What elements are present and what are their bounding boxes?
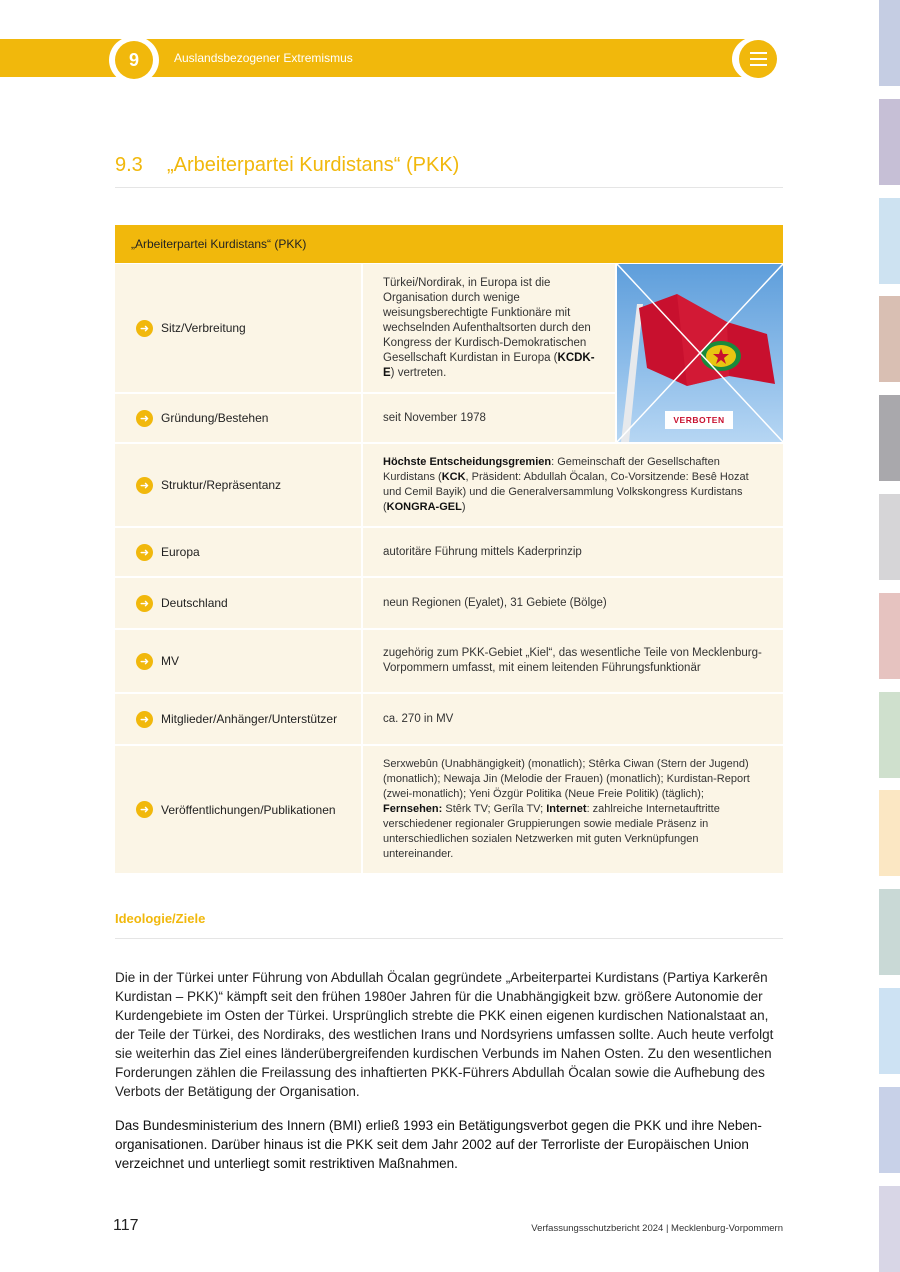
row-label: ➜ Europa — [115, 528, 361, 576]
row-value: Höchste Entscheidungsgremien: Gemeinschaft der Gesellschaften Kurdistans (KCK, Präsident: Abdullah Öcalan, Co-Vorsitzende: Besê Hozat und Cemil Bayik) und die Generalversammlung Volkskongress Kurdistans (KONGRA-GEL) — [363, 444, 783, 526]
pkk-flag-image — [617, 264, 783, 442]
body-paragraph-emphasis: Das Bundesministerium des Innern (BMI) erließ 1993 ein Betätigungsverbot gegen die PKK und ihre Neben-organisationen. Darüber hinaus ist die PKK seit dem Jahr 2002 auf der Terrorliste der Europäischen Union verzeichnet und unterliegt somit restriktiven Maßnahmen. — [115, 1118, 762, 1171]
side-tab-8[interactable] — [879, 692, 900, 778]
arrow-right-icon: ➜ — [136, 711, 153, 728]
arrow-right-icon: ➜ — [136, 653, 153, 670]
side-tab-4[interactable] — [879, 296, 900, 382]
side-tab-3[interactable] — [879, 198, 900, 284]
fact-table — [115, 225, 783, 860]
divider — [115, 938, 783, 939]
page-number: 117 — [113, 1217, 139, 1234]
section-title: „Arbeiterpartei Kurdistans“ (PKK) — [167, 154, 460, 176]
row-label: ➜ Mitglieder/Anhänger/Unterstützer — [115, 694, 361, 744]
arrow-right-icon: ➜ — [136, 410, 153, 427]
body-paragraph: Die in der Türkei unter Führung von Abdullah Öcalan gegründete „Arbeiterpartei Kurdistans (Partiya Karkerên Kurdistan – PKK)“ kämpft seit den frühen 1980er Jahren für die Unabhängigkeit bzw. größere Autonomie der Kurdengebiete im Osten der Türkei. Ursprünglich strebte die PKK einen eigenen kurdischen Nationalstaat an, der Teile der Türkei, des Nordiraks, des westlichen Irans und Nordsyriens umfassen sollte. Auch heute verfolgt sie weiterhin das Ziel eines länderübergreifenden kurdischen Verbunds im Nahen Osten. Zu den wesentlichen Forderungen zählen die Freilassung des inhaftierten PKK-Führers Abdullah Öcalan sowie die Aufhebung des Verbots der Betätigung der Organisation. — [115, 970, 774, 1099]
side-tab-1[interactable] — [879, 0, 900, 86]
arrow-right-icon: ➜ — [136, 320, 153, 337]
hamburger-menu-icon — [739, 40, 777, 78]
row-value: zugehörig zum PKK-Gebiet „Kiel“, das wesentliche Teile von Mecklenburg-Vorpommern umfasst, mit einem leitenden Führungsfunktionär — [363, 630, 783, 692]
arrow-right-icon: ➜ — [136, 595, 153, 612]
section-heading — [115, 154, 459, 177]
divider — [115, 187, 783, 188]
table-row — [115, 746, 783, 873]
side-tab-10[interactable] — [879, 889, 900, 975]
row-value: neun Regionen (Eyalet), 31 Gebiete (Bölge) — [363, 578, 783, 628]
side-tab-7[interactable] — [879, 593, 900, 679]
row-value: Serxwebûn (Unabhängigkeit) (monatlich); Stêrka Ciwan (Stern der Jugend) (monatlich); Newaja Jin (Melodie der Frauen) (monatlich); Kurdistan-Report (zwei-monatlich); Yeni Özgür Politika (Neue Freie Politik) (täglich); Fernsehen: Stêrk TV; Gerîla TV; Internet: zahlreiche Internetauftritte verschiedener regionaler Gruppierungen sowie mediale Präsenz in unterschiedlichen sozialen Netzwerken mit guten Verknüpfungen untereinander. — [363, 746, 783, 873]
subsection-heading: Ideologie/Ziele — [115, 911, 206, 926]
side-tab-2[interactable] — [879, 99, 900, 185]
table-row — [115, 630, 783, 692]
side-tab-6[interactable] — [879, 494, 900, 580]
chapter-number: 9 — [115, 41, 153, 79]
banned-badge: VERBOTEN — [665, 411, 733, 429]
side-tab-12[interactable] — [879, 1087, 900, 1173]
side-tab-5[interactable] — [879, 395, 900, 481]
section-number: 9.3 — [115, 154, 143, 176]
arrow-right-icon: ➜ — [136, 801, 153, 818]
row-label: ➜ Sitz/Verbreitung — [115, 264, 361, 392]
side-tab-9-active[interactable] — [879, 790, 900, 876]
menu-button[interactable] — [732, 36, 784, 82]
table-row — [115, 528, 783, 576]
row-label: ➜ Struktur/Repräsentanz — [115, 444, 361, 526]
row-label: ➜ Veröffentlichungen/Publikationen — [115, 746, 361, 873]
side-tab-11[interactable] — [879, 988, 900, 1074]
arrow-right-icon: ➜ — [136, 544, 153, 561]
table-row — [115, 578, 783, 628]
chapter-number-badge[interactable] — [109, 36, 159, 84]
table-row — [115, 444, 783, 526]
table-row — [115, 694, 783, 744]
row-label: ➜ MV — [115, 630, 361, 692]
table-header: „Arbeiterpartei Kurdistans“ (PKK) — [115, 225, 783, 263]
footer-publication: Verfassungsschutzbericht 2024 | Mecklenburg-Vorpommern — [531, 1223, 783, 1234]
row-value: Türkei/Nordirak, in Europa ist die Organisation durch wenige weisungsberechtigte Funktionäre mit wechselnden Aufenthaltsorten durch den Kongress der Kurdisch-Demokratischen Gesellschaft Kurdistan in Europa (KCDK-E) vertreten. — [363, 264, 615, 392]
side-tab-13[interactable] — [879, 1186, 900, 1272]
row-value: ca. 270 in MV — [363, 694, 783, 744]
row-label: ➜ Deutschland — [115, 578, 361, 628]
row-label: ➜ Gründung/Bestehen — [115, 394, 361, 442]
row-value: autoritäre Führung mittels Kaderprinzip — [363, 528, 783, 576]
arrow-right-icon: ➜ — [136, 477, 153, 494]
row-value: seit November 1978 — [363, 394, 615, 442]
chapter-title: Auslandsbezogener Extremismus — [174, 51, 353, 65]
